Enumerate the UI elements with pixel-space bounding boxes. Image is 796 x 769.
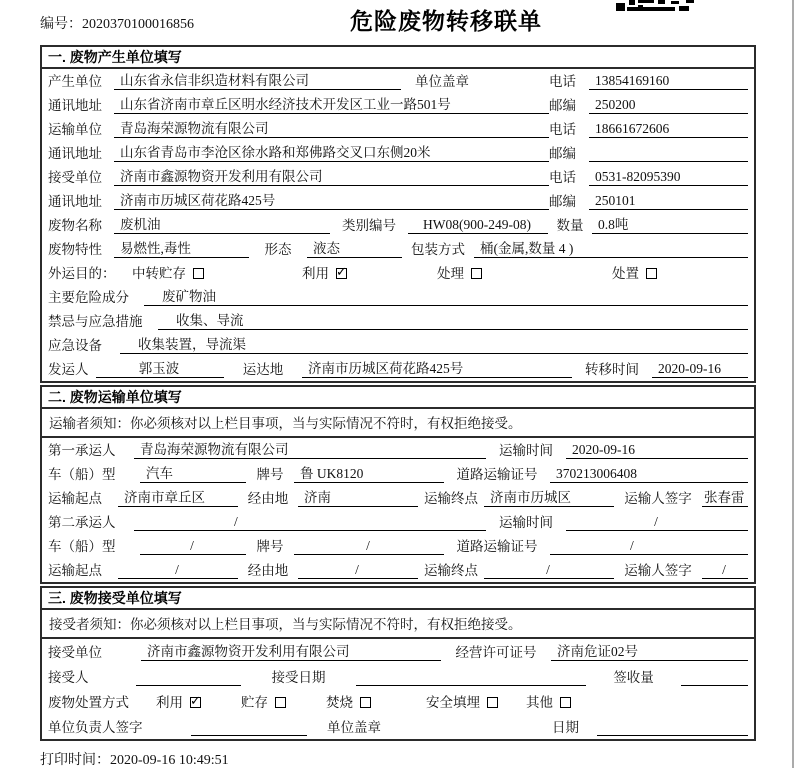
accept-date-label: 接受日期	[271, 670, 326, 685]
option-text: 焚烧	[326, 695, 353, 710]
row-route2	[42, 558, 754, 582]
transporter-value: 青岛海荣源物流有限公司	[114, 120, 549, 138]
carrier1-label: 第一承运人	[48, 443, 116, 458]
vehicle2-plate-value: /	[294, 537, 444, 555]
route2-sign-value: /	[702, 561, 748, 579]
waste-traits-value: 易燃性,毒性	[114, 240, 249, 258]
route-start-label: 运输起点	[48, 563, 102, 578]
checkbox-utilize-icon	[336, 268, 347, 279]
transporter-phone-value: 18661672606	[589, 120, 748, 138]
producer-phone-value: 13854169160	[589, 72, 748, 90]
section1-header: 一. 废物产生单位填写	[42, 47, 754, 69]
row-carrier1	[42, 438, 754, 462]
vehicle-type-label: 车（船）型	[48, 467, 116, 482]
route2-end-value: /	[484, 561, 614, 579]
row-route1	[42, 486, 754, 510]
checkbox-disposal-utilize-icon	[190, 697, 201, 708]
hazard-label: 主要危险成分	[48, 290, 129, 305]
row-vehicle1	[42, 462, 754, 486]
route-via-label: 经由地	[247, 491, 289, 506]
producer-value: 山东省永信非织造材料有限公司	[114, 72, 401, 90]
plate-label: 牌号	[256, 539, 284, 554]
form-value: 液态	[307, 240, 402, 258]
checkbox-disposal-store-icon	[275, 697, 286, 708]
accepting-unit-value: 济南市鑫源物资开发利用有限公司	[141, 643, 441, 661]
acceptor-value	[136, 669, 241, 686]
waste-traits-label: 废物特性	[48, 242, 102, 257]
transporter-notice: 运输者须知：你必须核对以上栏目事项，当与实际情况不符时，有权拒绝接受。	[42, 409, 754, 438]
vehicle-type-label: 车（船）型	[48, 539, 116, 554]
receiver-zip-value: 250101	[589, 192, 748, 210]
route-start-label: 运输起点	[48, 491, 102, 506]
disposal-option-store	[241, 691, 326, 711]
measures-label: 禁忌与应急措施	[48, 314, 143, 329]
disposal-option-utilize	[156, 691, 241, 711]
hazard-value: 废矿物油	[144, 288, 748, 306]
section-producer	[40, 45, 756, 383]
accept-date-value	[356, 669, 586, 686]
zip-label: 邮编	[549, 146, 576, 161]
category-code-value: HW08(900-249-08)	[408, 216, 548, 234]
phone-label: 电话	[549, 74, 576, 89]
row-producer	[42, 69, 754, 93]
row-disposal-method	[42, 689, 754, 714]
row-receiver-address	[42, 189, 754, 213]
purpose-option-utilize	[302, 262, 437, 282]
row-vehicle2	[42, 534, 754, 558]
address-label: 通讯地址	[48, 194, 102, 209]
row-transporter-address	[42, 141, 754, 165]
row-emergency-measures	[42, 309, 754, 333]
acceptor-label: 接受人	[48, 670, 89, 685]
receiver-notice: 接受者须知：你必须核对以上栏目事项，当与实际情况不符时，有权拒绝接受。	[42, 610, 754, 639]
row-responsible-signature	[42, 714, 754, 739]
route2-start-value: /	[118, 561, 238, 579]
carrier1-value: 青岛海荣源物流有限公司	[134, 441, 486, 459]
section2-header: 二. 废物运输单位填写	[42, 387, 754, 409]
vehicle2-type-value: /	[140, 537, 246, 555]
vehicle1-license-value: 370213006408	[550, 465, 748, 483]
transfer-time-label: 转移时间	[585, 362, 639, 377]
checkbox-treat-icon	[471, 268, 482, 279]
business-license-label: 经营许可证号	[455, 645, 537, 660]
route1-end-value: 济南市历城区	[484, 489, 614, 507]
zip-label: 邮编	[549, 194, 576, 209]
vehicle2-license-value: /	[550, 537, 748, 555]
carrier2-label: 第二承运人	[48, 515, 116, 530]
producer-zip-value: 250200	[589, 96, 748, 114]
row-accepting-unit	[42, 639, 754, 664]
option-text: 处置	[612, 266, 639, 281]
packing-label: 包装方式	[411, 242, 465, 257]
row-waste-traits	[42, 237, 754, 261]
equipment-label: 应急设备	[48, 338, 102, 353]
phone-label: 电话	[549, 122, 576, 137]
print-time-label: 打印时间：	[40, 753, 110, 768]
unit-seal-label: 单位盖章	[327, 720, 381, 735]
phone-label: 电话	[549, 170, 576, 185]
date-value	[597, 719, 748, 736]
purpose-option-transfer-storage	[132, 262, 302, 282]
dispatcher-label: 发运人	[48, 362, 89, 377]
row-receiver	[42, 165, 754, 189]
transporter-address-value: 山东省青岛市李沧区徐水路和郑佛路交叉口东侧20米	[114, 144, 549, 162]
road-license-label: 道路运输证号	[456, 539, 538, 554]
row-producer-address	[42, 93, 754, 117]
route1-sign-value: 张春雷	[702, 489, 748, 507]
option-text: 安全填埋	[426, 695, 480, 710]
transporter-zip-value	[589, 145, 748, 162]
quantity-label: 数量	[556, 218, 584, 233]
transporter-label: 运输单位	[48, 122, 102, 137]
address-label: 通讯地址	[48, 146, 102, 161]
carrier2-time-value: /	[566, 513, 748, 531]
print-time-line	[40, 749, 229, 769]
transfer-time-value: 2020-09-16	[652, 360, 748, 378]
road-license-label: 道路运输证号	[456, 467, 538, 482]
purpose-option-dispose	[612, 262, 748, 282]
route-end-label: 运输终点	[424, 563, 478, 578]
section-receiver	[40, 586, 756, 741]
route1-start-value: 济南市章丘区	[118, 489, 238, 507]
disposal-option-incinerate	[326, 691, 426, 711]
disposal-option-landfill	[426, 691, 526, 711]
row-emergency-equipment	[42, 333, 754, 357]
signed-quantity-value	[681, 669, 748, 686]
date-label: 日期	[552, 720, 579, 735]
qr-code-fragment-icon	[616, 0, 700, 11]
section3-header: 三. 废物接受单位填写	[42, 588, 754, 610]
row-acceptor	[42, 664, 754, 689]
waste-name-label: 废物名称	[48, 218, 102, 233]
responsible-sign-label: 单位负责人签字	[48, 720, 143, 735]
carrier1-time-value: 2020-09-16	[566, 441, 748, 459]
option-text: 贮存	[241, 695, 268, 710]
row-dispatch	[42, 357, 754, 381]
print-time-value: 2020-09-16 10:49:51	[110, 753, 229, 768]
option-text: 处理	[437, 266, 464, 281]
vehicle1-plate-value: 鲁 UK8120	[294, 465, 444, 483]
option-text: 中转贮存	[132, 266, 186, 281]
row-waste-name	[42, 213, 754, 237]
waste-name-value: 废机油	[114, 216, 330, 234]
option-text: 利用	[302, 266, 329, 281]
measures-value: 收集、导流	[158, 312, 748, 330]
option-text: 利用	[156, 695, 183, 710]
checkbox-disposal-landfill-icon	[487, 697, 498, 708]
receiver-address-value: 济南市历城区荷花路425号	[114, 192, 549, 210]
checkbox-dispose-icon	[646, 268, 657, 279]
carrier2-value: /	[134, 513, 486, 531]
page-title: 危险废物转移联单	[350, 8, 542, 34]
checkbox-disposal-incinerate-icon	[360, 697, 371, 708]
row-transporter	[42, 117, 754, 141]
serial-label: 编号：	[40, 17, 82, 32]
purpose-label: 外运目的：	[48, 266, 116, 281]
section-transporter	[40, 385, 756, 584]
quantity-value: 0.8吨	[592, 216, 748, 234]
packing-value: 桶(金属,数量 4 )	[474, 240, 748, 258]
accepting-unit-label: 接受单位	[48, 645, 102, 660]
business-license-value: 济南危证02号	[551, 643, 748, 661]
route2-via-value: /	[298, 561, 418, 579]
destination-label: 运达地	[242, 362, 284, 377]
route-end-label: 运输终点	[424, 491, 478, 506]
producer-label: 产生单位	[48, 74, 102, 89]
transport-time-label: 运输时间	[499, 443, 553, 458]
equipment-value: 收集装置，导流渠	[120, 336, 748, 354]
checkbox-disposal-other-icon	[560, 697, 571, 708]
responsible-sign-value	[191, 719, 307, 736]
receiver-value: 济南市鑫源物资开发利用有限公司	[114, 168, 549, 186]
purpose-option-treat	[437, 262, 612, 282]
receiver-label: 接受单位	[48, 170, 102, 185]
route-via-label: 经由地	[247, 563, 289, 578]
transport-time-label: 运输时间	[499, 515, 553, 530]
dispatcher-value: 郭玉波	[96, 360, 224, 378]
row-carrier2	[42, 510, 754, 534]
route1-via-value: 济南	[298, 489, 418, 507]
row-transfer-purpose	[42, 261, 754, 285]
plate-label: 牌号	[256, 467, 284, 482]
serial-value: 2020370100016856	[82, 17, 194, 32]
disposal-option-other	[526, 691, 748, 711]
vehicle1-type-value: 汽车	[140, 465, 246, 483]
receiver-phone-value: 0531-82095390	[589, 168, 748, 186]
unit-seal-label: 单位盖章	[415, 74, 469, 89]
destination-value: 济南市历城区荷花路425号	[302, 360, 572, 378]
row-hazard-components	[42, 285, 754, 309]
disposal-method-label: 废物处置方式	[48, 695, 129, 710]
producer-address-value: 山东省济南市章丘区明水经济技术开发区工业一路501号	[114, 96, 549, 114]
address-label: 通讯地址	[48, 98, 102, 113]
form-label: 形态	[264, 242, 292, 257]
transporter-sign-label: 运输人签字	[624, 563, 692, 578]
page-edge-line	[792, 0, 794, 768]
category-code-label: 类别编号	[342, 218, 396, 233]
manifest-form	[40, 45, 756, 741]
signed-quantity-label: 签收量	[613, 670, 654, 685]
option-text: 其他	[526, 695, 553, 710]
zip-label: 邮编	[549, 98, 576, 113]
checkbox-transfer-storage-icon	[193, 268, 204, 279]
transporter-sign-label: 运输人签字	[624, 491, 692, 506]
